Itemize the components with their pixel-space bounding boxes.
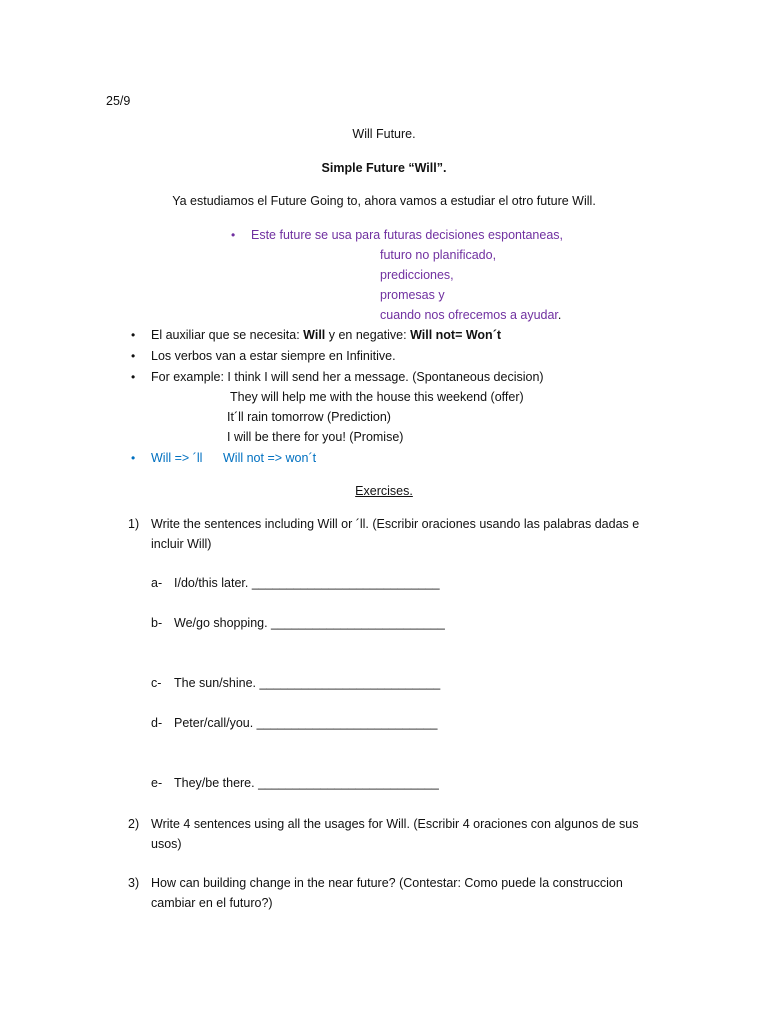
infinitive-note: Los verbos van a estar siempre en Infinitive. <box>151 349 396 363</box>
contraction-will-not: Will not => won´t <box>223 451 317 465</box>
exercise-item-e: They/be there. __________________________ <box>174 776 439 790</box>
question-number: 3) <box>128 876 140 890</box>
item-letter: a- <box>151 576 163 590</box>
question-3-line2: cambiar en el futuro?) <box>151 896 273 910</box>
example-spontaneous: For example: I think I will send her a message. (Spontaneous decision) <box>151 370 544 384</box>
question-2-line1: Write 4 sentences using all the usages for Will. (Escribir 4 oraciones con algunos de sus <box>151 817 639 831</box>
item-letter: b- <box>151 616 163 630</box>
example-promise: I will be there for you! (Promise) <box>227 430 404 444</box>
exercise-item-b: We/go shopping. _________________________ <box>174 616 445 630</box>
question-1-line2: incluir Will) <box>151 537 212 551</box>
intro-text: Ya estudiamos el Future Going to, ahora vamos a estudiar el otro future Will. <box>172 194 596 208</box>
bullet-icon: • <box>131 328 136 342</box>
bullet-icon: • <box>231 228 236 242</box>
use-promises: promesas y <box>380 288 445 302</box>
page-title: Will Future. <box>352 127 416 141</box>
date: 25/9 <box>106 94 131 108</box>
exercise-item-d: Peter/call/you. __________________________ <box>174 716 438 730</box>
subtitle: Simple Future “Will”. <box>321 161 447 175</box>
question-number: 2) <box>128 817 140 831</box>
example-prediction: It´ll rain tomorrow (Prediction) <box>227 410 391 424</box>
exercise-item-a: I/do/this later. ___________________________ <box>174 576 440 590</box>
item-letter: e- <box>151 776 163 790</box>
use-spontaneous: Este future se usa para futuras decisiones espontaneas, <box>251 228 563 242</box>
exercise-item-c: The sun/shine. __________________________ <box>174 676 441 690</box>
exercises-title: Exercises. <box>355 484 413 498</box>
auxiliary-note: El auxiliar que se necesita: Will y en negative: Will not= Won´t <box>151 328 502 342</box>
use-unplanned: futuro no planificado, <box>380 248 497 262</box>
bullet-icon: • <box>131 370 136 384</box>
question-3-line1: How can building change in the near future? (Contestar: Como puede la construccion <box>151 876 623 890</box>
use-offers: cuando nos ofrecemos a ayudar. <box>380 308 562 322</box>
bullet-icon: • <box>131 349 136 363</box>
question-2-line2: usos) <box>151 837 182 851</box>
example-offer: They will help me with the house this weekend (offer) <box>230 390 524 404</box>
question-number: 1) <box>128 517 140 531</box>
item-letter: d- <box>151 716 163 730</box>
contraction-will: Will => ´ll <box>151 451 203 465</box>
question-1-line1: Write the sentences including Will or ´ll. (Escribir oraciones usando las palabras dadas e <box>151 517 640 531</box>
use-predictions: predicciones, <box>380 268 454 282</box>
item-letter: c- <box>151 676 162 690</box>
bullet-icon: • <box>131 451 136 465</box>
